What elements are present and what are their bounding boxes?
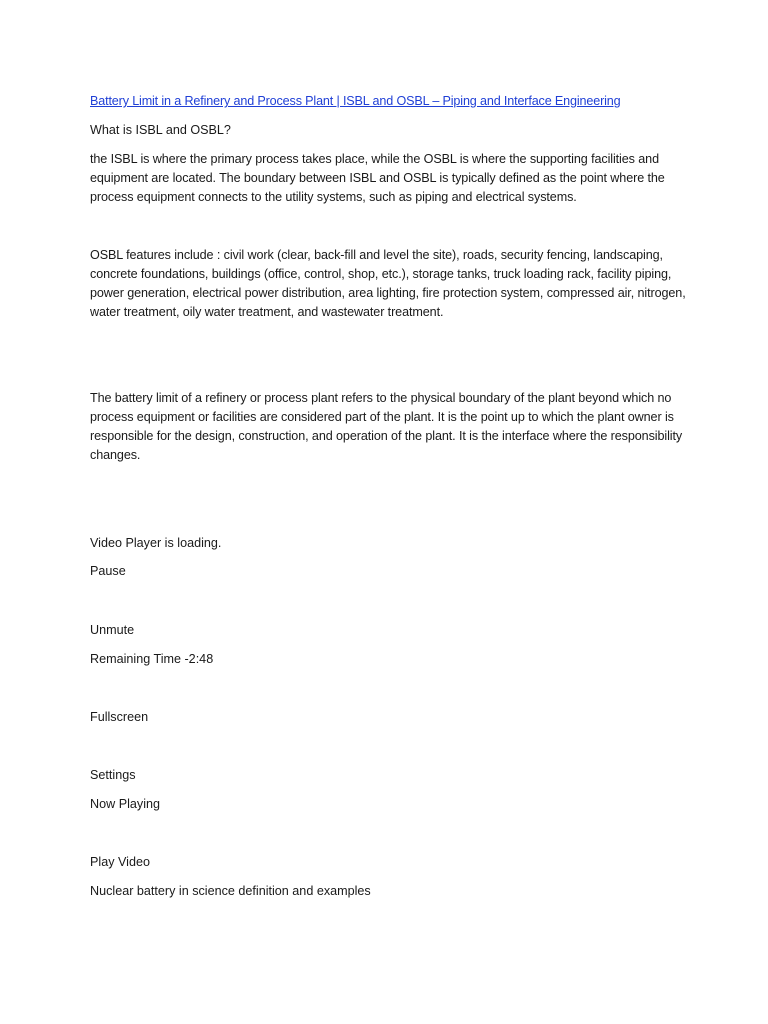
now-playing-label: Now Playing: [90, 797, 160, 811]
isbl-osbl-paragraph: the ISBL is where the primary process takes place, while the OSBL is where the supporting facilities and equipment are located. The boundary between ISBL and OSBL is typically defined as the point where the process equipment connects to the utility systems, such as piping and electrical systems.: [90, 152, 665, 204]
fullscreen-button[interactable]: Fullscreen: [90, 710, 149, 724]
play-video-button[interactable]: Play Video: [90, 855, 150, 869]
article-link[interactable]: Battery Limit in a Refinery and Process Plant | ISBL and OSBL – Piping and Interface Engineering: [90, 94, 621, 108]
settings-button[interactable]: Settings: [90, 768, 136, 782]
battery-limit-paragraph: The battery limit of a refinery or process plant refers to the physical boundary of the plant beyond which no process equipment or facilities are considered part of the plant. It is the point up to which the plant owner is responsible for the design, construction, and operation of the plant. It is the interface where the responsibility changes.: [90, 391, 683, 462]
remaining-time-text: Remaining Time -2:48: [90, 652, 214, 666]
osbl-features-paragraph: OSBL features include : civil work (clear, back-fill and level the site), roads, security fencing, landscaping, concrete foundations, buildings (office, control, shop, etc.), storage tanks, truck loading rack, facility piping, power generation, electrical power distribution, area lighting, fire protection system, compressed air, nitrogen, water treatment, oily water treatment, and wastewater treatment.: [90, 248, 686, 319]
pause-button[interactable]: Pause: [90, 564, 126, 578]
video-title: Nuclear battery in science definition and examples: [90, 884, 371, 898]
video-loading-text: Video Player is loading.: [90, 536, 222, 550]
isbl-osbl-question: What is ISBL and OSBL?: [90, 123, 231, 137]
article-title-paragraph: [90, 92, 690, 111]
unmute-button[interactable]: Unmute: [90, 623, 135, 637]
